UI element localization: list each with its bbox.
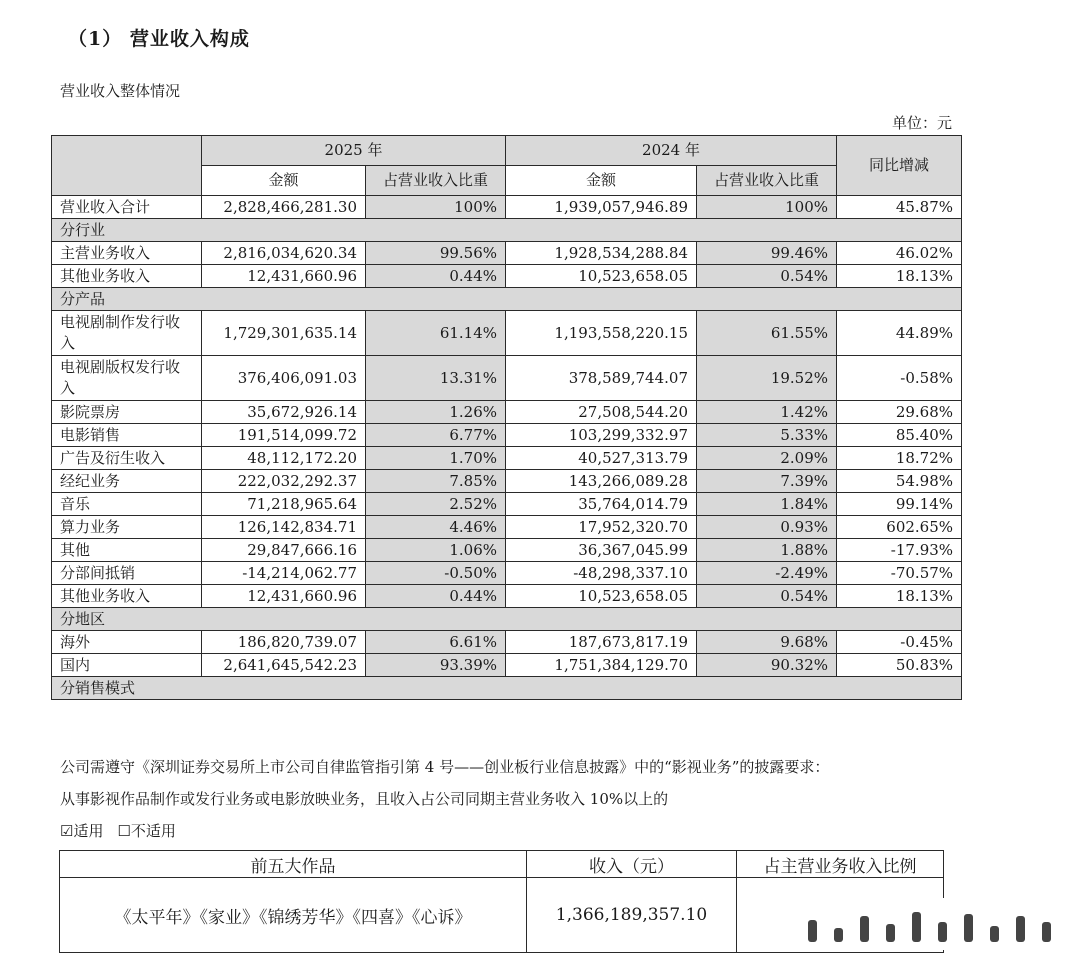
category-label: 分行业 <box>52 219 962 242</box>
amount-2024: 35,764,014.79 <box>506 493 697 516</box>
share-2025: 1.06% <box>366 539 506 562</box>
revenue-table <box>51 135 962 700</box>
amount-2025: 2,641,645,542.23 <box>202 654 366 677</box>
table-row <box>52 424 962 447</box>
share-2024: 100% <box>697 196 837 219</box>
table-subtitle: 营业收入整体情况 <box>60 82 181 100</box>
amount-2024: 187,673,817.19 <box>506 631 697 654</box>
table-row <box>52 654 962 677</box>
amount-2025: 12,431,660.96 <box>202 585 366 608</box>
amount-2024: -48,298,337.10 <box>506 562 697 585</box>
yoy-change: 29.68% <box>837 401 962 424</box>
share-2024: 99.46% <box>697 242 837 265</box>
share-2025: 6.77% <box>366 424 506 447</box>
amount-2024: 1,928,534,288.84 <box>506 242 697 265</box>
yoy-change: -0.45% <box>837 631 962 654</box>
amount-2025: 29,847,666.16 <box>202 539 366 562</box>
table-row <box>52 401 962 424</box>
share-2024: 90.32% <box>697 654 837 677</box>
amount-2025: 48,112,172.20 <box>202 447 366 470</box>
share-2025: 2.52% <box>366 493 506 516</box>
share-2025: 99.56% <box>366 242 506 265</box>
share-2024: 0.54% <box>697 265 837 288</box>
category-row <box>52 288 962 311</box>
works-header-revenue: 收入（元） <box>527 851 737 878</box>
amount-2024: 17,952,320.70 <box>506 516 697 539</box>
share-2025: 1.70% <box>366 447 506 470</box>
category-label: 分销售模式 <box>52 677 962 700</box>
amount-2024: 40,527,313.79 <box>506 447 697 470</box>
header-blank <box>52 136 202 196</box>
share-2025: 0.44% <box>366 585 506 608</box>
row-label: 影院票房 <box>52 401 202 424</box>
watermark-overlay <box>800 898 1070 950</box>
category-label: 分地区 <box>52 608 962 631</box>
category-row <box>52 677 962 700</box>
disclosure-line-2: 从事影视作品制作或发行业务或电影放映业务，且收入占公司同期主营业务收入 10%以上的 <box>60 790 669 808</box>
yoy-change: 602.65% <box>837 516 962 539</box>
row-label: 广告及衍生收入 <box>52 447 202 470</box>
works-header-titles: 前五大作品 <box>60 851 527 878</box>
header-amount-2025: 金额 <box>202 166 366 196</box>
disclosure-line-1: 公司需遵守《深圳证券交易所上市公司自律监管指引第 4 号——创业板行业信息披露》中的“影视业务”的披露要求： <box>60 758 830 776</box>
row-label: 营业收入合计 <box>52 196 202 219</box>
share-2024: 5.33% <box>697 424 837 447</box>
amount-2025: -14,214,062.77 <box>202 562 366 585</box>
amount-2025: 191,514,099.72 <box>202 424 366 447</box>
header-amount-2024: 金额 <box>506 166 697 196</box>
table-row <box>52 562 962 585</box>
amount-2025: 2,816,034,620.34 <box>202 242 366 265</box>
amount-2025: 1,729,301,635.14 <box>202 311 366 356</box>
yoy-change: 18.13% <box>837 585 962 608</box>
yoy-change: -0.58% <box>837 356 962 401</box>
row-label: 国内 <box>52 654 202 677</box>
amount-2025: 71,218,965.64 <box>202 493 366 516</box>
amount-2025: 222,032,292.37 <box>202 470 366 493</box>
header-2024: 2024 年 <box>506 136 837 166</box>
share-2025: 6.61% <box>366 631 506 654</box>
header-share-2025: 占营业收入比重 <box>366 166 506 196</box>
table-row <box>52 311 962 356</box>
row-label: 算力业务 <box>52 516 202 539</box>
row-label: 电视剧制作发行收入 <box>52 311 202 356</box>
share-2024: 7.39% <box>697 470 837 493</box>
share-2025: 1.26% <box>366 401 506 424</box>
share-2025: 61.14% <box>366 311 506 356</box>
amount-2025: 12,431,660.96 <box>202 265 366 288</box>
amount-2024: 1,193,558,220.15 <box>506 311 697 356</box>
table-row <box>52 631 962 654</box>
table-row <box>52 470 962 493</box>
table-row <box>52 585 962 608</box>
row-label: 主营业务收入 <box>52 242 202 265</box>
amount-2024: 1,751,384,129.70 <box>506 654 697 677</box>
table-row <box>52 196 962 219</box>
row-label: 海外 <box>52 631 202 654</box>
yoy-change: 46.02% <box>837 242 962 265</box>
checkbox-not-applicable: ☐不适用 <box>117 822 176 840</box>
amount-2024: 27,508,544.20 <box>506 401 697 424</box>
row-label: 电视剧版权发行收入 <box>52 356 202 401</box>
table-row <box>52 539 962 562</box>
table-row <box>52 356 962 401</box>
share-2025: 4.46% <box>366 516 506 539</box>
share-2024: 2.09% <box>697 447 837 470</box>
amount-2025: 126,142,834.71 <box>202 516 366 539</box>
works-titles: 《太平年》《家业》《锦绣芳华》《四喜》《心诉》 <box>60 878 527 953</box>
amount-2025: 186,820,739.07 <box>202 631 366 654</box>
table-row <box>52 493 962 516</box>
yoy-change: 54.98% <box>837 470 962 493</box>
row-label: 其他业务收入 <box>52 585 202 608</box>
yoy-change: -17.93% <box>837 539 962 562</box>
share-2024: -2.49% <box>697 562 837 585</box>
amount-2024: 10,523,658.05 <box>506 585 697 608</box>
table-row <box>52 242 962 265</box>
share-2025: 0.44% <box>366 265 506 288</box>
share-2024: 0.93% <box>697 516 837 539</box>
amount-2024: 103,299,332.97 <box>506 424 697 447</box>
share-2024: 1.84% <box>697 493 837 516</box>
header-2025: 2025 年 <box>202 136 506 166</box>
unit-label: 单位：元 <box>891 114 952 132</box>
yoy-change: 50.83% <box>837 654 962 677</box>
share-2024: 19.52% <box>697 356 837 401</box>
yoy-change: -70.57% <box>837 562 962 585</box>
amount-2024: 1,939,057,946.89 <box>506 196 697 219</box>
applicability-checks <box>60 820 190 841</box>
yoy-change: 99.14% <box>837 493 962 516</box>
header-yoy: 同比增减 <box>837 136 962 196</box>
share-2024: 9.68% <box>697 631 837 654</box>
works-revenue: 1,366,189,357.10 <box>527 878 737 953</box>
share-2024: 61.55% <box>697 311 837 356</box>
share-2025: 13.31% <box>366 356 506 401</box>
amount-2024: 143,266,089.28 <box>506 470 697 493</box>
amount-2025: 2,828,466,281.30 <box>202 196 366 219</box>
share-2025: 7.85% <box>366 470 506 493</box>
section-title: （1） 营业收入构成 <box>68 28 250 50</box>
row-label: 其他业务收入 <box>52 265 202 288</box>
amount-2024: 36,367,045.99 <box>506 539 697 562</box>
share-2025: 93.39% <box>366 654 506 677</box>
row-label: 电影销售 <box>52 424 202 447</box>
checkbox-applicable: ☑适用 <box>60 822 104 840</box>
row-label: 经纪业务 <box>52 470 202 493</box>
table-row <box>52 265 962 288</box>
header-share-2024: 占营业收入比重 <box>697 166 837 196</box>
amount-2024: 378,589,744.07 <box>506 356 697 401</box>
share-2024: 1.88% <box>697 539 837 562</box>
row-label: 其他 <box>52 539 202 562</box>
category-row <box>52 608 962 631</box>
share-2025: 100% <box>366 196 506 219</box>
category-row <box>52 219 962 242</box>
share-2025: -0.50% <box>366 562 506 585</box>
yoy-change: 85.40% <box>837 424 962 447</box>
category-label: 分产品 <box>52 288 962 311</box>
yoy-change: 45.87% <box>837 196 962 219</box>
row-label: 音乐 <box>52 493 202 516</box>
table-row <box>52 516 962 539</box>
share-2024: 1.42% <box>697 401 837 424</box>
works-header-ratio: 占主营业务收入比例 <box>737 851 944 878</box>
yoy-change: 18.72% <box>837 447 962 470</box>
amount-2024: 10,523,658.05 <box>506 265 697 288</box>
amount-2025: 35,672,926.14 <box>202 401 366 424</box>
table-row <box>52 447 962 470</box>
share-2024: 0.54% <box>697 585 837 608</box>
row-label: 分部间抵销 <box>52 562 202 585</box>
yoy-change: 44.89% <box>837 311 962 356</box>
amount-2025: 376,406,091.03 <box>202 356 366 401</box>
yoy-change: 18.13% <box>837 265 962 288</box>
